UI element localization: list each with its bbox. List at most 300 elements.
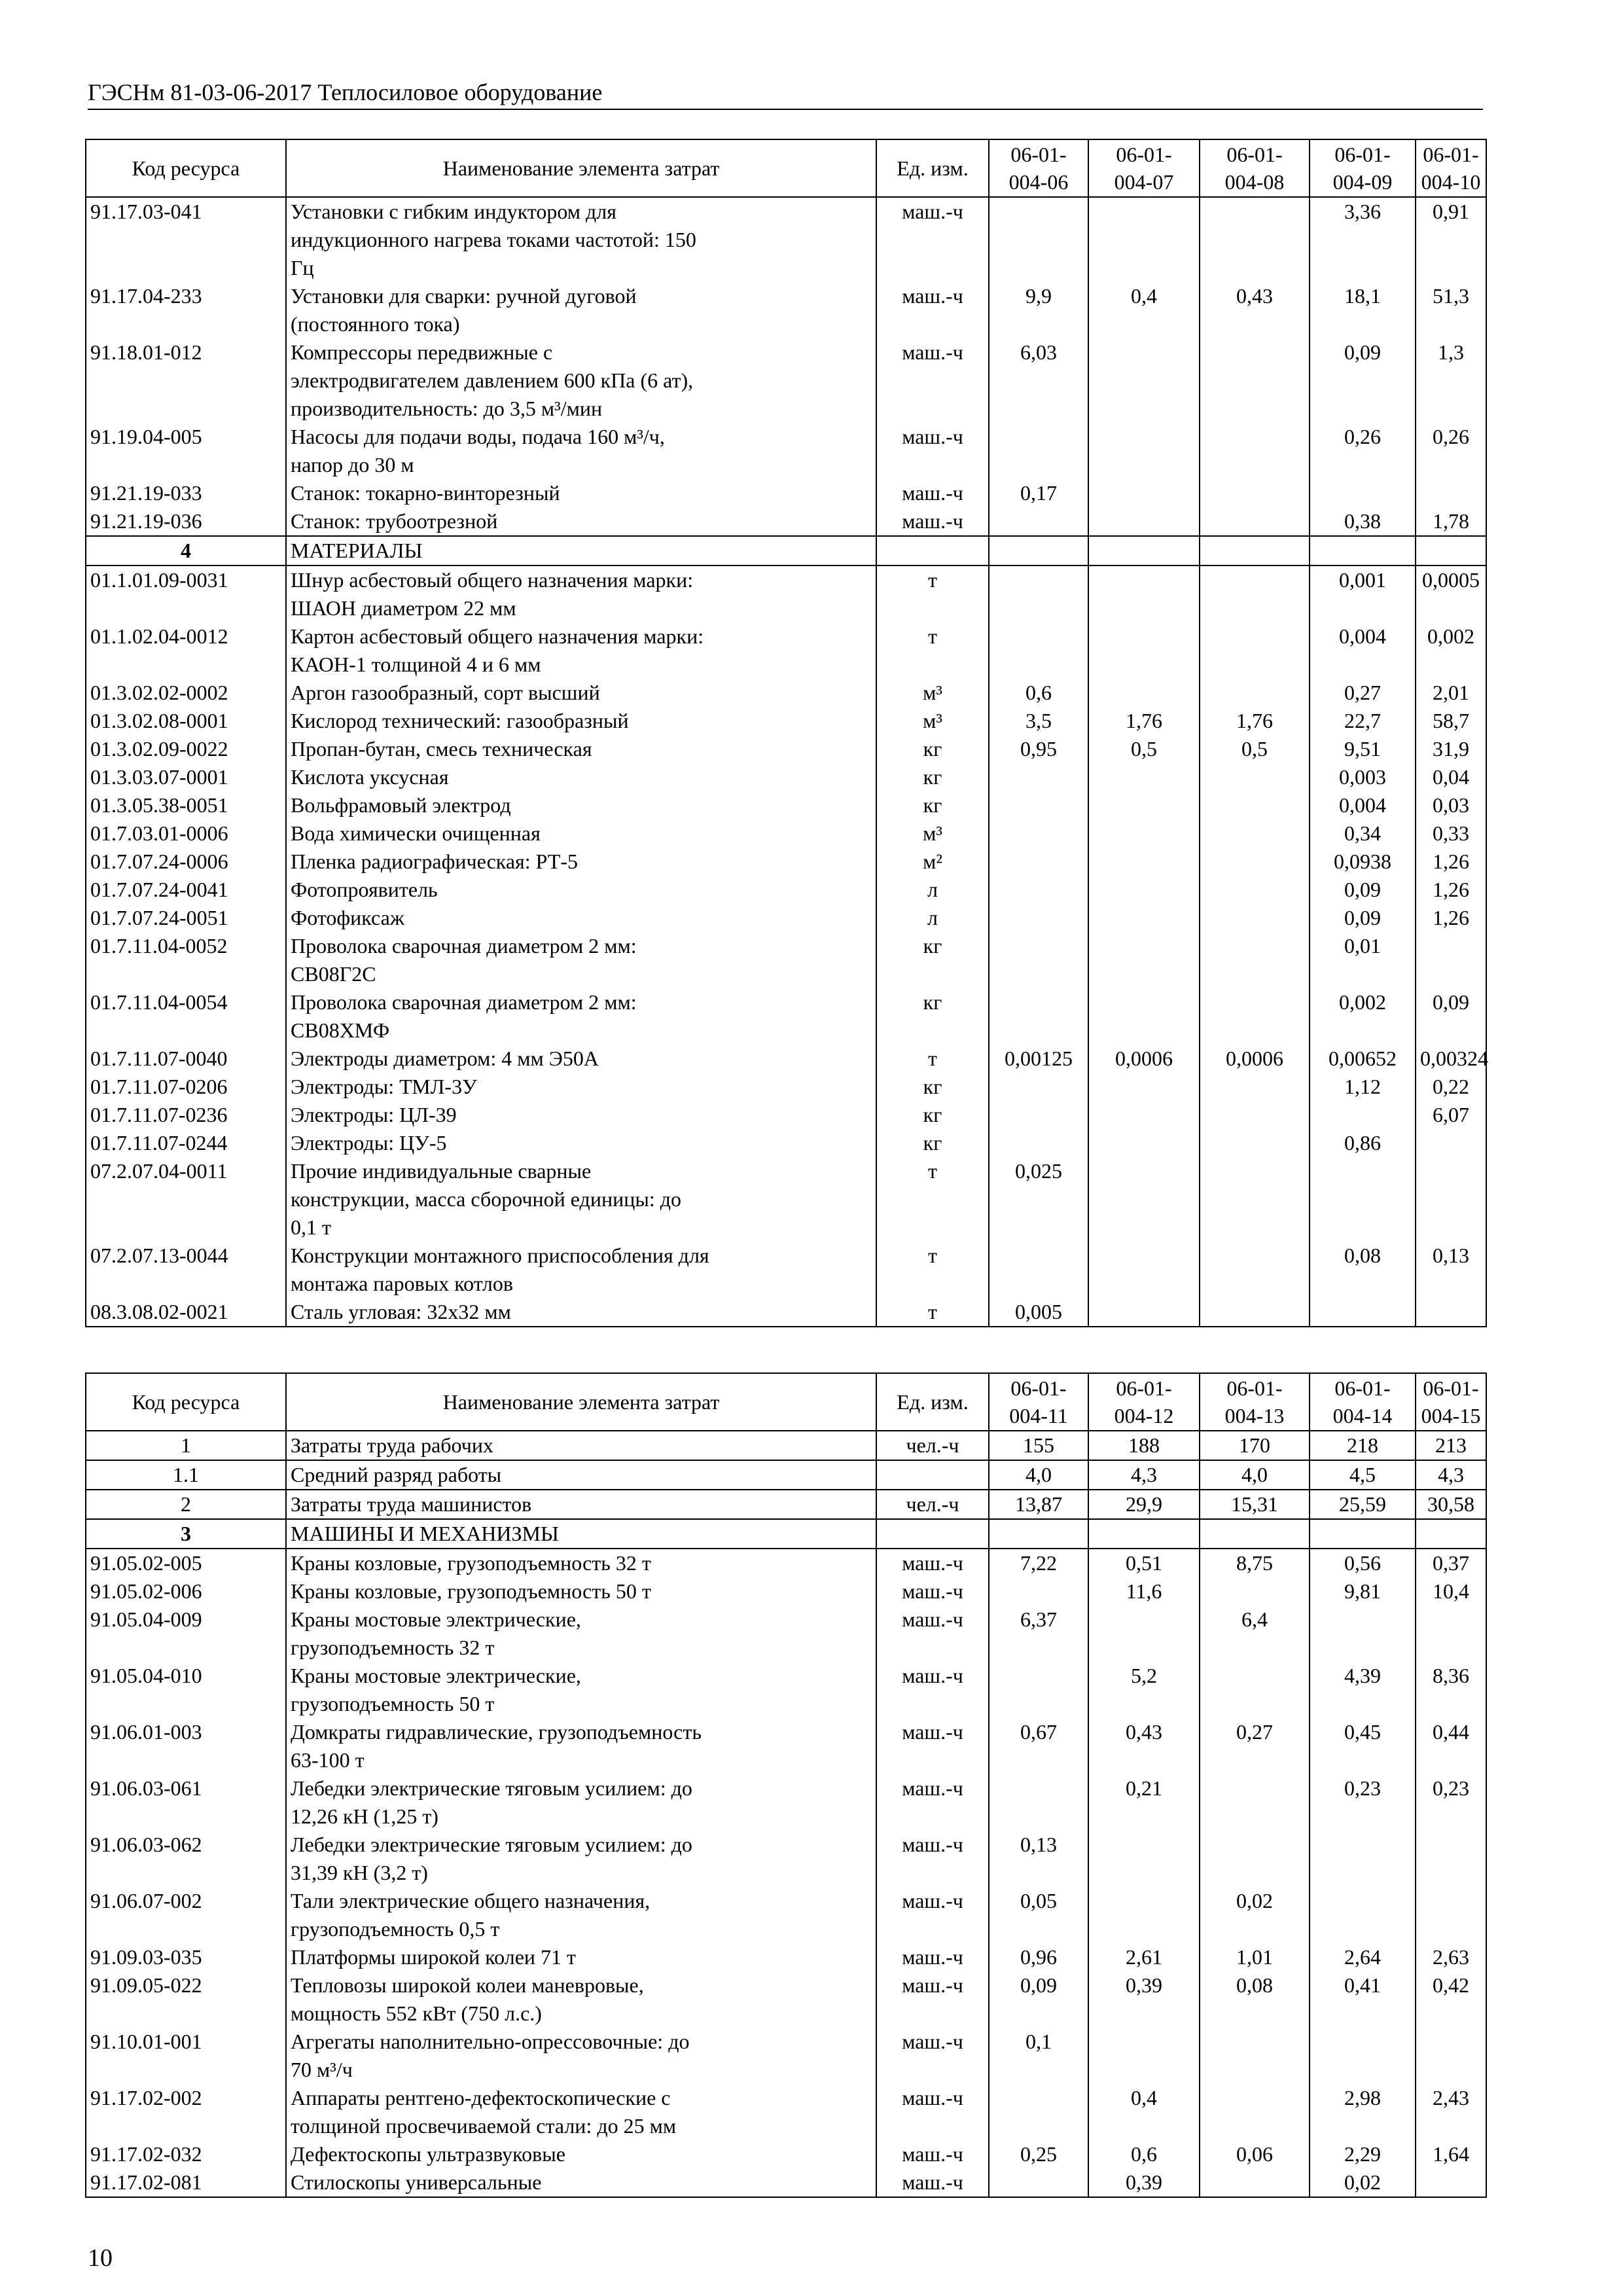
norm-value: 0,08 <box>1310 1242 1416 1298</box>
norm-value: 6,4 <box>1200 1605 1310 1662</box>
unit: кг <box>876 1073 989 1101</box>
text-line: Краны мостовые электрические, <box>291 1607 581 1631</box>
text-line: 004-13 <box>1224 1404 1285 1427</box>
table-body <box>86 1431 1486 2197</box>
unit: т <box>876 1045 989 1073</box>
resource-code: 07.2.07.13-0044 <box>86 1242 286 1298</box>
text-line: 06-01- <box>1226 1376 1283 1400</box>
text-line: Шнур асбестовый общего назначения марки: <box>291 568 694 592</box>
norm-value <box>1310 1157 1416 1242</box>
norm-value: 4,5 <box>1310 1460 1416 1490</box>
resource-code: 01.3.02.02-0002 <box>86 679 286 707</box>
norm-value: 0,13 <box>989 1831 1088 1887</box>
text-line: Установки с гибким индуктором для <box>291 200 616 223</box>
unit: маш.-ч <box>876 2084 989 2140</box>
text-line: 70 м³/ч <box>291 2058 353 2081</box>
resource-name <box>286 1549 876 1577</box>
text-line: Электроды диаметром: 4 мм Э50А <box>291 1047 599 1070</box>
unit: л <box>876 876 989 904</box>
norm-value <box>1200 338 1310 423</box>
resource-code: 2 <box>86 1490 286 1519</box>
norm-value <box>1200 565 1310 622</box>
resource-name <box>286 1490 876 1519</box>
norm-value: 0,02 <box>1310 2168 1416 2197</box>
col-norm-header <box>1088 139 1200 197</box>
norm-value <box>1088 791 1200 819</box>
norm-value: 0,25 <box>989 2140 1088 2168</box>
resource-name <box>286 622 876 679</box>
norm-value: 1,01 <box>1200 1943 1310 1971</box>
unit: чел.-ч <box>876 1431 989 1460</box>
norm-value <box>989 1662 1088 1718</box>
norm-value: 0,42 <box>1416 1971 1486 2028</box>
unit: кг <box>876 1101 989 1129</box>
norm-value <box>989 791 1088 819</box>
text-line: Лебедки электрические тяговым усилием: до <box>291 1776 692 1800</box>
text-line: толщиной просвечиваемой стали: до 25 мм <box>291 2114 677 2138</box>
norm-value: 4,39 <box>1310 1662 1416 1718</box>
unit: кг <box>876 932 989 988</box>
unit <box>876 1519 989 1549</box>
table-row <box>86 507 1486 536</box>
norm-value: 0,002 <box>1416 622 1486 679</box>
norm-value <box>1200 423 1310 479</box>
text-line: Проволока сварочная диаметром 2 мм: <box>291 934 637 958</box>
norm-value: 0,27 <box>1200 1718 1310 1774</box>
norm-value: 1,26 <box>1416 876 1486 904</box>
text-line: СВ08ХМФ <box>291 1018 390 1042</box>
norm-value <box>1310 1887 1416 1943</box>
text-line: 06-01- <box>1423 143 1479 166</box>
norm-value: 0,17 <box>989 479 1088 507</box>
section-row <box>86 1519 1486 1549</box>
text-line: 31,39 кН (3,2 т) <box>291 1861 428 1884</box>
norm-value: 58,7 <box>1416 707 1486 735</box>
resource-name <box>286 1577 876 1605</box>
resource-code: 91.21.19-033 <box>86 479 286 507</box>
text-line: Тепловозы широкой колеи маневровые, <box>291 1973 644 1997</box>
col-norm-header <box>989 139 1088 197</box>
norm-value <box>1200 876 1310 904</box>
norm-value <box>1088 904 1200 932</box>
text-line: СВ08Г2С <box>291 962 376 986</box>
resource-code: 91.05.04-009 <box>86 1605 286 1662</box>
norm-value <box>1200 1073 1310 1101</box>
text-line: грузоподъемность 50 т <box>291 1692 495 1715</box>
text-line: 0,1 т <box>291 1215 331 1239</box>
norm-value: 0,23 <box>1416 1774 1486 1831</box>
unit: кг <box>876 763 989 791</box>
resource-name <box>286 423 876 479</box>
norm-value <box>989 904 1088 932</box>
resource-code: 91.10.01-001 <box>86 2028 286 2084</box>
norm-value <box>1200 1298 1310 1327</box>
norm-value: 0,005 <box>989 1298 1088 1327</box>
unit: маш.-ч <box>876 1605 989 1662</box>
text-line: Станок: токарно-винторезный <box>291 481 560 505</box>
norm-value: 0,06 <box>1200 2140 1310 2168</box>
resource-name <box>286 1831 876 1887</box>
norm-value <box>989 1774 1088 1831</box>
table-row <box>86 1460 1486 1490</box>
norm-value <box>1200 1519 1310 1549</box>
unit: маш.-ч <box>876 1577 989 1605</box>
norm-value: 0,41 <box>1310 1971 1416 2028</box>
resource-name <box>286 707 876 735</box>
norm-value: 0,6 <box>989 679 1088 707</box>
resource-code: 91.17.02-032 <box>86 2140 286 2168</box>
text-line: Насосы для подачи воды, подача 160 м³/ч, <box>291 425 665 448</box>
text-line: МАШИНЫ И МЕХАНИЗМЫ <box>291 1522 559 1545</box>
norm-value <box>1088 1101 1200 1129</box>
text-line: 06-01- <box>1010 143 1067 166</box>
norm-value: 7,22 <box>989 1549 1088 1577</box>
unit: маш.-ч <box>876 479 989 507</box>
norm-value <box>1200 1774 1310 1831</box>
unit: л <box>876 904 989 932</box>
col-unit-header: Ед. изм. <box>876 1373 989 1431</box>
unit: маш.-ч <box>876 2028 989 2084</box>
norm-value <box>989 423 1088 479</box>
norm-value <box>1088 1298 1200 1327</box>
resource-code: 01.3.02.09-0022 <box>86 735 286 763</box>
resource-name <box>286 1971 876 2028</box>
norm-value: 0,39 <box>1088 1971 1200 2028</box>
norm-value <box>1200 1242 1310 1298</box>
norm-value: 1,76 <box>1200 707 1310 735</box>
table-row <box>86 1298 1486 1327</box>
text-line: Электроды: ЦУ-5 <box>291 1131 447 1155</box>
norm-value <box>989 848 1088 876</box>
table-row <box>86 1490 1486 1519</box>
table-row <box>86 423 1486 479</box>
resource-name <box>286 904 876 932</box>
resource-code: 01.7.11.04-0054 <box>86 988 286 1045</box>
norm-value: 51,3 <box>1416 282 1486 338</box>
norm-value <box>989 536 1088 565</box>
text-line: Кислота уксусная <box>291 765 449 789</box>
col-norm-header <box>989 1373 1088 1431</box>
text-line: Краны мостовые электрические, <box>291 1664 581 1687</box>
norm-value <box>989 565 1088 622</box>
unit: м³ <box>876 679 989 707</box>
resource-code: 01.1.01.09-0031 <box>86 565 286 622</box>
unit: м³ <box>876 707 989 735</box>
norm-value: 2,29 <box>1310 2140 1416 2168</box>
norm-value <box>1200 679 1310 707</box>
table-row <box>86 2140 1486 2168</box>
norm-value <box>1200 2028 1310 2084</box>
text-line: Краны козловые, грузоподъемность 50 т <box>291 1579 651 1603</box>
resource-code: 01.7.11.07-0206 <box>86 1073 286 1101</box>
text-line: Станок: трубоотрезной <box>291 509 498 533</box>
norm-value: 0,05 <box>989 1887 1088 1943</box>
resource-code: 01.7.11.07-0040 <box>86 1045 286 1073</box>
norm-value: 2,61 <box>1088 1943 1200 1971</box>
resource-name <box>286 1157 876 1242</box>
norm-value <box>1088 932 1200 988</box>
norm-value: 0,004 <box>1310 622 1416 679</box>
norm-value <box>1416 479 1486 507</box>
unit: маш.-ч <box>876 1887 989 1943</box>
unit: маш.-ч <box>876 1831 989 1887</box>
norm-value <box>1088 1242 1200 1298</box>
text-line: 06-01- <box>1226 143 1283 166</box>
norm-value: 4,3 <box>1088 1460 1200 1490</box>
norm-value: 0,00324 <box>1416 1045 1486 1073</box>
text-line: Сталь угловая: 32x32 мм <box>291 1300 511 1323</box>
resource-code: 91.09.05-022 <box>86 1971 286 2028</box>
norm-value <box>1416 1605 1486 1662</box>
text-line: КАОН-1 толщиной 4 и 6 мм <box>291 653 541 676</box>
norm-value <box>1310 479 1416 507</box>
norm-value <box>1088 565 1200 622</box>
norm-value <box>1416 536 1486 565</box>
table-row <box>86 1073 1486 1101</box>
table-row <box>86 1101 1486 1129</box>
table-row <box>86 904 1486 932</box>
text-line: Лебедки электрические тяговым усилием: до <box>291 1833 692 1856</box>
norm-value: 0,003 <box>1310 763 1416 791</box>
unit: т <box>876 622 989 679</box>
norm-value <box>1200 791 1310 819</box>
norm-value <box>1088 423 1200 479</box>
table-row <box>86 1971 1486 2028</box>
norm-value: 0,00652 <box>1310 1045 1416 1073</box>
page-number: 10 <box>88 2244 113 2272</box>
norm-value <box>1416 1831 1486 1887</box>
norm-value: 0,025 <box>989 1157 1088 1242</box>
resource-name <box>286 1298 876 1327</box>
document-title: ГЭСНм 81-03-06-2017 Теплосиловое оборудование <box>88 79 603 105</box>
text-line: электродвигателем давлением 600 кПа (6 ат), <box>291 368 694 392</box>
norm-value <box>1200 932 1310 988</box>
norm-value: 0,34 <box>1310 819 1416 848</box>
resource-code: 1.1 <box>86 1460 286 1490</box>
col-unit-header: Ед. изм. <box>876 139 989 197</box>
resource-code: 91.05.04-010 <box>86 1662 286 1718</box>
table-row <box>86 1242 1486 1298</box>
text-line: 06-01- <box>1334 1376 1391 1400</box>
norm-value: 0,23 <box>1310 1774 1416 1831</box>
norm-value: 0,0006 <box>1200 1045 1310 1073</box>
norm-value: 1,64 <box>1416 2140 1486 2168</box>
text-line: 06-01- <box>1423 1376 1479 1400</box>
table-row <box>86 763 1486 791</box>
norm-value <box>1088 197 1200 282</box>
resource-code: 91.17.04-233 <box>86 282 286 338</box>
table-header <box>86 139 1486 197</box>
norm-value: 4,0 <box>1200 1460 1310 1490</box>
text-line: Краны козловые, грузоподъемность 32 т <box>291 1551 651 1575</box>
text-line: Электроды: ТМЛ-3У <box>291 1075 477 1098</box>
resource-code: 01.3.05.38-0051 <box>86 791 286 819</box>
table-row <box>86 876 1486 904</box>
col-norm-header <box>1416 1373 1486 1431</box>
unit: кг <box>876 1129 989 1157</box>
document-header <box>88 77 1483 110</box>
resource-name <box>286 1605 876 1662</box>
norm-value <box>1200 622 1310 679</box>
norm-value <box>989 1242 1088 1298</box>
norm-value <box>1200 479 1310 507</box>
norm-value <box>989 988 1088 1045</box>
text-line: грузоподъемность 32 т <box>291 1636 495 1659</box>
norm-value: 0,4 <box>1088 282 1200 338</box>
table-row <box>86 565 1486 622</box>
norm-value: 2,64 <box>1310 1943 1416 1971</box>
resource-name <box>286 507 876 536</box>
norm-value: 8,36 <box>1416 1662 1486 1718</box>
text-line: Электроды: ЦЛ-39 <box>291 1103 457 1126</box>
norm-value <box>1088 1129 1200 1157</box>
text-line: производительность: до 3,5 м³/мин <box>291 397 603 420</box>
norm-value: 0,56 <box>1310 1549 1416 1577</box>
norm-value <box>1200 848 1310 876</box>
resource-name <box>286 1129 876 1157</box>
text-line: Картон асбестовый общего назначения марки: <box>291 624 704 648</box>
resource-code: 91.18.01-012 <box>86 338 286 423</box>
table-body <box>86 197 1486 1327</box>
table-row <box>86 1045 1486 1073</box>
col-norm-header <box>1310 139 1416 197</box>
unit <box>876 536 989 565</box>
norm-value: 0,1 <box>989 2028 1088 2084</box>
norm-value <box>989 2084 1088 2140</box>
resource-code: 01.7.07.24-0006 <box>86 848 286 876</box>
resource-name <box>286 763 876 791</box>
norm-value <box>989 932 1088 988</box>
norm-value <box>989 763 1088 791</box>
resource-code: 01.7.07.24-0051 <box>86 904 286 932</box>
norm-value: 13,87 <box>989 1490 1088 1519</box>
norm-value: 213 <box>1416 1431 1486 1460</box>
norm-value: 0,51 <box>1088 1549 1200 1577</box>
norm-value <box>989 1101 1088 1129</box>
resource-code: 91.06.01-003 <box>86 1718 286 1774</box>
norm-value: 0,44 <box>1416 1718 1486 1774</box>
norm-value: 4,0 <box>989 1460 1088 1490</box>
resource-name <box>286 479 876 507</box>
table-row <box>86 2084 1486 2140</box>
resource-code: 91.05.02-005 <box>86 1549 286 1577</box>
norm-value <box>1088 1073 1200 1101</box>
norm-value <box>1416 932 1486 988</box>
table-row <box>86 1157 1486 1242</box>
unit: маш.-ч <box>876 1718 989 1774</box>
norm-value: 2,63 <box>1416 1943 1486 1971</box>
col-norm-header <box>1310 1373 1416 1431</box>
resource-name <box>286 2028 876 2084</box>
norm-value <box>1088 679 1200 707</box>
unit: кг <box>876 735 989 763</box>
text-line: Компрессоры передвижные с <box>291 340 553 364</box>
text-line: Агрегаты наполнительно-опрессовочные: до <box>291 2030 690 2053</box>
norm-value <box>1310 1519 1416 1549</box>
norm-value <box>989 622 1088 679</box>
resource-name <box>286 1073 876 1101</box>
resource-name <box>286 735 876 763</box>
norm-value: 0,13 <box>1416 1242 1486 1298</box>
text-line: Проволока сварочная диаметром 2 мм: <box>291 990 637 1014</box>
text-line: 004-11 <box>1009 1404 1068 1427</box>
text-line: напор до 30 м <box>291 453 414 476</box>
resource-name <box>286 1242 876 1298</box>
resource-table-1 <box>85 139 1487 1327</box>
col-norm-header <box>1088 1373 1200 1431</box>
table-row <box>86 1577 1486 1605</box>
unit: т <box>876 1242 989 1298</box>
unit: маш.-ч <box>876 1971 989 2028</box>
text-line: Фотофиксаж <box>291 906 404 929</box>
norm-value: 170 <box>1200 1431 1310 1460</box>
text-line: 06-01- <box>1334 143 1391 166</box>
norm-value: 1,76 <box>1088 707 1200 735</box>
norm-value <box>1088 1887 1200 1943</box>
col-name-header: Наименование элемента затрат <box>286 1373 876 1431</box>
norm-value: 22,7 <box>1310 707 1416 735</box>
col-norm-header <box>1200 139 1310 197</box>
norm-value <box>1088 876 1200 904</box>
norm-value: 1,3 <box>1416 338 1486 423</box>
text-line: 004-10 <box>1421 170 1481 194</box>
norm-value: 2,98 <box>1310 2084 1416 2140</box>
table-row <box>86 2028 1486 2084</box>
unit: маш.-ч <box>876 1549 989 1577</box>
norm-value <box>1416 1887 1486 1943</box>
unit: кг <box>876 988 989 1045</box>
col-code-header: Код ресурса <box>86 139 286 197</box>
norm-value: 0,09 <box>1310 338 1416 423</box>
norm-value <box>1416 1519 1486 1549</box>
text-line: Кислород технический: газообразный <box>291 709 629 732</box>
norm-value <box>1088 479 1200 507</box>
resource-code: 01.7.03.01-0006 <box>86 819 286 848</box>
norm-value <box>1416 1157 1486 1242</box>
unit: кг <box>876 791 989 819</box>
norm-value <box>989 1577 1088 1605</box>
text-line: Фотопроявитель <box>291 878 438 901</box>
norm-value <box>1088 338 1200 423</box>
norm-value <box>1200 1662 1310 1718</box>
table-row <box>86 622 1486 679</box>
text-line: Аргон газообразный, сорт высший <box>291 681 600 704</box>
resource-name <box>286 1101 876 1129</box>
norm-value <box>989 197 1088 282</box>
text-line: Конструкции монтажного приспособления для <box>291 1244 709 1267</box>
text-line: Тали электрические общего назначения, <box>291 1889 651 1912</box>
norm-value: 6,03 <box>989 338 1088 423</box>
norm-value <box>1200 1577 1310 1605</box>
text-line: 12,26 кН (1,25 т) <box>291 1804 438 1828</box>
resource-code: 4 <box>86 536 286 565</box>
norm-value <box>1088 1157 1200 1242</box>
text-line: Вода химически очищенная <box>291 821 541 845</box>
norm-value <box>1200 197 1310 282</box>
resource-name <box>286 1662 876 1718</box>
norm-value <box>1416 1129 1486 1157</box>
text-line: монтажа паровых котлов <box>291 1272 513 1295</box>
norm-value: 1,78 <box>1416 507 1486 536</box>
norm-value: 9,9 <box>989 282 1088 338</box>
table-row <box>86 1774 1486 1831</box>
unit: маш.-ч <box>876 1943 989 1971</box>
norm-value: 0,5 <box>1088 735 1200 763</box>
resource-name <box>286 1460 876 1490</box>
norm-value: 0,09 <box>1310 876 1416 904</box>
norm-value: 0,6 <box>1088 2140 1200 2168</box>
text-line: МАТЕРИАЛЫ <box>291 539 423 562</box>
